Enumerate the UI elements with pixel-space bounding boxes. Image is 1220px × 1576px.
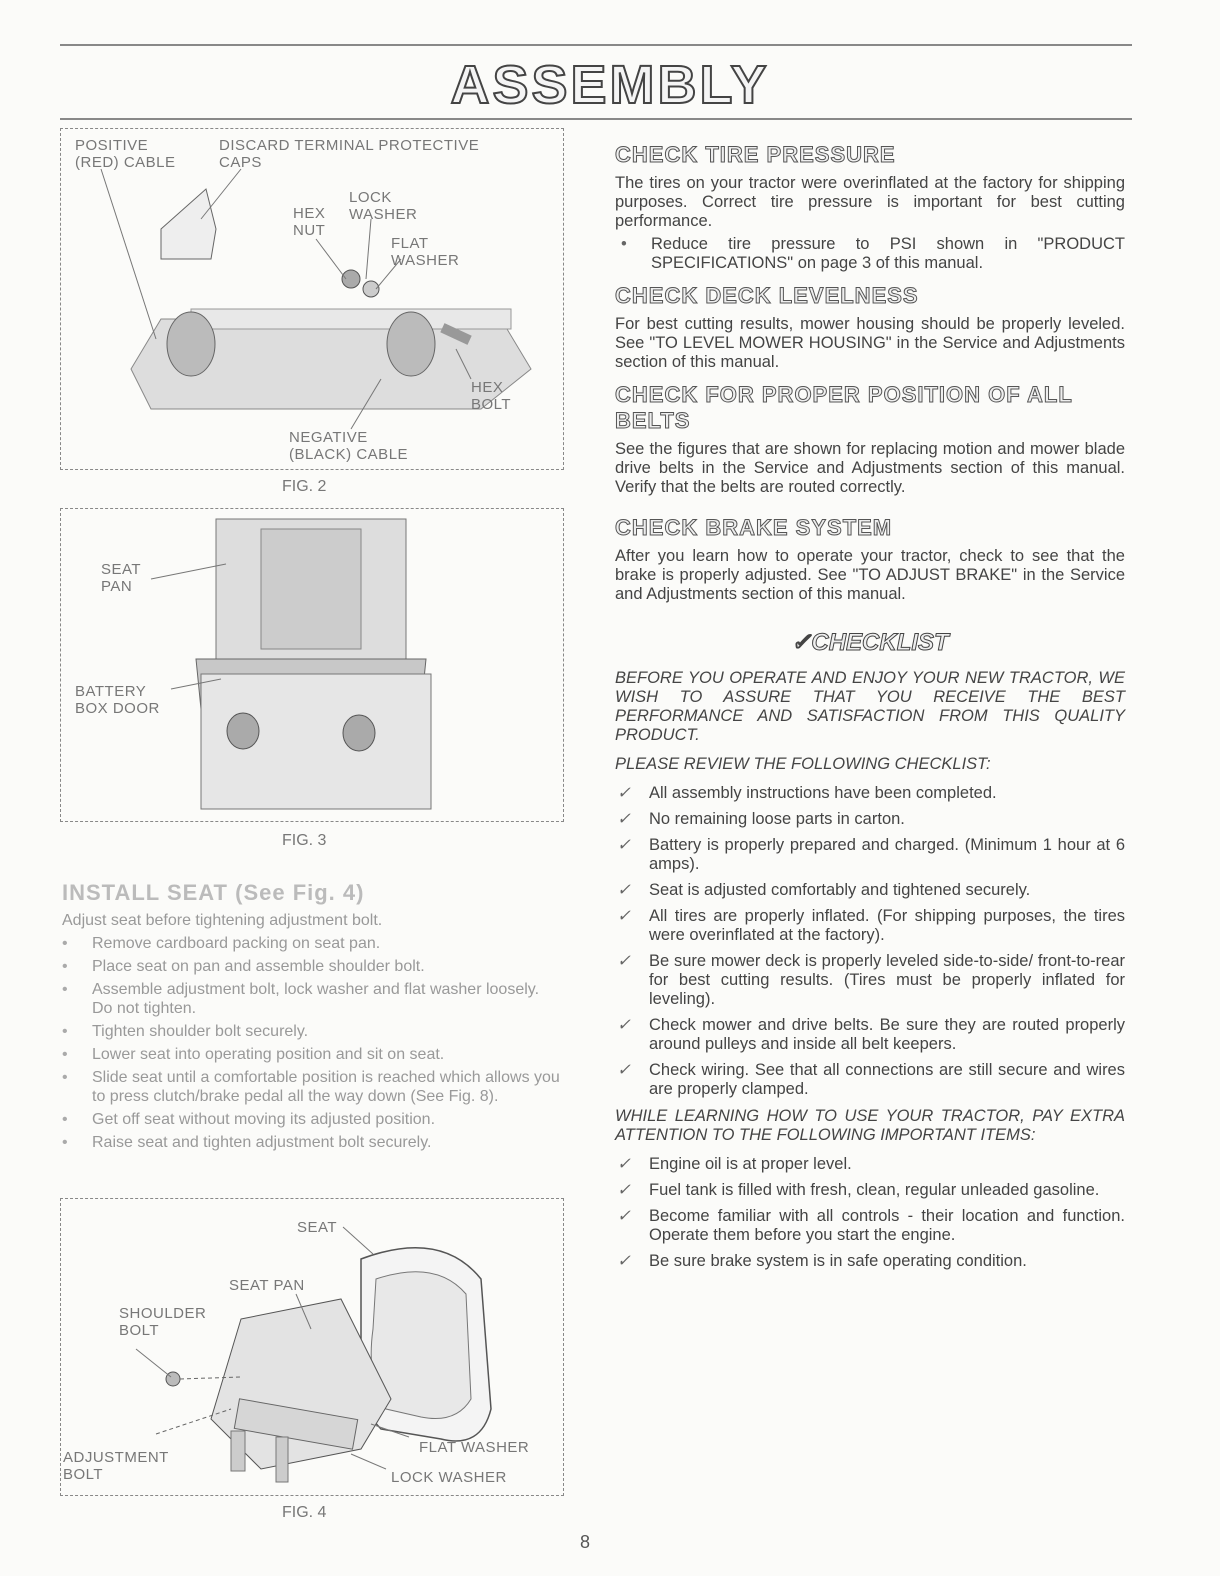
deck-heading: CHECK DECK LEVELNESS bbox=[615, 283, 919, 308]
checklist-item: ✓ All assembly instructions have been completed. bbox=[615, 784, 1125, 803]
fig2-label-hex-nut: HEX NUT bbox=[293, 205, 326, 239]
fig3-drawing bbox=[61, 509, 563, 821]
checklist-item: ✓ Engine oil is at proper level. bbox=[615, 1155, 1125, 1174]
fig2-label-hex-bolt: HEX BOLT bbox=[471, 379, 512, 413]
checklist-items bbox=[615, 784, 1125, 1099]
checklist-item: ✓ Fuel tank is filled with fresh, clean, regular unleaded gasoline. bbox=[615, 1181, 1125, 1200]
fig3-seat-pan-illustration bbox=[60, 508, 564, 822]
fig2-label-flat-washer: FLAT WASHER bbox=[391, 235, 460, 269]
fig2-label-discard: DISCARD TERMINAL PROTECTIVE CAPS bbox=[219, 137, 480, 171]
checklist-item: ✓ Battery is properly prepared and charged. (Minimum 1 hour at 6 amps). bbox=[615, 836, 1125, 874]
install-step: • Place seat on pan and assemble shoulder bolt. bbox=[62, 957, 562, 976]
fig2-battery-illustration bbox=[60, 128, 564, 470]
checklist-item: ✓ Check mower and drive belts. Be sure they are routed properly around pulleys and inside all belt keepers. bbox=[615, 1016, 1125, 1054]
checklist-item: ✓ Be sure brake system is in safe operating condition. bbox=[615, 1252, 1125, 1271]
install-step: • Tighten shoulder bolt securely. bbox=[62, 1022, 562, 1041]
fig2-label-positive: POSITIVE (RED) CABLE bbox=[75, 137, 176, 171]
tire-bullet: • Reduce tire pressure to PSI shown in "PRODUCT SPECIFICATIONS" on page 3 of this manual. bbox=[615, 235, 1125, 273]
fig3-caption: FIG. 3 bbox=[282, 832, 327, 849]
while-learning-text: WHILE LEARNING HOW TO USE YOUR TRACTOR, PAY EXTRA ATTENTION TO THE FOLLOWING IMPORTANT ITEMS: bbox=[615, 1107, 1125, 1144]
fig4-seat-illustration bbox=[60, 1198, 564, 1496]
checklist-item: ✓ Seat is adjusted comfortably and tightened securely. bbox=[615, 881, 1125, 900]
checklist-item: ✓ No remaining loose parts in carton. bbox=[615, 810, 1125, 829]
top-rule bbox=[60, 44, 1132, 46]
checklist-items-2 bbox=[615, 1155, 1125, 1271]
belts-heading: CHECK FOR PROPER POSITION OF ALL BELTS bbox=[615, 382, 1073, 433]
install-seat-section bbox=[62, 880, 562, 1156]
fig4-label-flat-washer: FLAT WASHER bbox=[419, 1439, 530, 1456]
checklist-item: ✓ Be sure mower deck is properly leveled side-to-side/ front-to-rear for best cutting results. (Tires must be properly inflated for leveling). bbox=[615, 952, 1125, 1009]
fig2-caption: FIG. 2 bbox=[282, 478, 327, 495]
install-seat-intro: Adjust seat before tightening adjustment bolt. bbox=[62, 912, 383, 929]
tire-body: The tires on your tractor were overinflated at the factory for shipping purposes. Correct tire pressure is important for best cutting performance. bbox=[615, 174, 1125, 230]
fig3-label-seat-pan: SEAT PAN bbox=[101, 561, 142, 595]
fig2-label-negative: NEGATIVE (BLACK) CABLE bbox=[289, 429, 409, 463]
install-step: • Slide seat until a comfortable position is reached which allows you to press clutch/brake pedal all the way down (See Fig. 8). bbox=[62, 1068, 562, 1106]
fig2-drawing bbox=[61, 129, 563, 469]
install-step: • Raise seat and tighten adjustment bolt securely. bbox=[62, 1133, 562, 1152]
belts-body: See the figures that are shown for replacing motion and mower blade drive belts in the Service and Adjustments section of this manual. Verify that the belts are routed correctly. bbox=[615, 440, 1125, 496]
page-number: 8 bbox=[580, 1532, 591, 1552]
tire-heading: CHECK TIRE PRESSURE bbox=[615, 142, 896, 167]
deck-body: For best cutting results, mower housing should be properly leveled. See "TO LEVEL MOWER HOUSING" in the Service and Adjustments section of this manual. bbox=[615, 315, 1125, 371]
fig4-label-lock-washer: LOCK WASHER bbox=[391, 1469, 507, 1486]
checklist-item: ✓ Check wiring. See that all connections are still secure and wires are properly clamped. bbox=[615, 1061, 1125, 1099]
fig4-label-adjustment-bolt: ADJUSTMENT BOLT bbox=[63, 1449, 169, 1483]
install-step: • Get off seat without moving its adjusted position. bbox=[62, 1110, 562, 1129]
title-rule bbox=[60, 118, 1132, 120]
install-seat-steps bbox=[62, 934, 562, 1152]
install-seat-heading: INSTALL SEAT (See Fig. 4) bbox=[62, 880, 365, 905]
fig4-label-seat: SEAT bbox=[297, 1219, 338, 1236]
checklist-heading: ✓CHECKLIST bbox=[791, 629, 949, 656]
install-step: • Lower seat into operating position and sit on seat. bbox=[62, 1045, 562, 1064]
brake-body: After you learn how to operate your tractor, check to see that the brake is properly adjusted. See "TO ADJUST BRAKE" in the Service and Adjustments section of this manual. bbox=[615, 547, 1125, 603]
checklist-item: ✓ Become familiar with all controls - their location and function. Operate them before you start the engine. bbox=[615, 1207, 1125, 1245]
page-title: ASSEMBLY bbox=[450, 55, 770, 115]
checklist-intro: BEFORE YOU OPERATE AND ENJOY YOUR NEW TRACTOR, WE WISH TO ASSURE THAT YOU RECEIVE THE BEST PERFORMANCE AND SATISFACTION FROM THIS QUALITY PRODUCT. bbox=[615, 669, 1125, 744]
fig4-label-seat-pan: SEAT PAN bbox=[229, 1277, 305, 1294]
checklist-review: PLEASE REVIEW THE FOLLOWING CHECKLIST: bbox=[615, 755, 991, 773]
install-step: • Assemble adjustment bolt, lock washer and flat washer loosely. Do not tighten. bbox=[62, 980, 562, 1018]
right-column bbox=[615, 142, 1125, 1279]
install-step: • Remove cardboard packing on seat pan. bbox=[62, 934, 562, 953]
checklist-item: ✓ All tires are properly inflated. (For shipping purposes, the tires were overinflated at the factory). bbox=[615, 907, 1125, 945]
fig4-caption: FIG. 4 bbox=[282, 1504, 327, 1521]
fig4-label-shoulder-bolt: SHOULDER BOLT bbox=[119, 1305, 207, 1339]
brake-heading: CHECK BRAKE SYSTEM bbox=[615, 515, 893, 540]
fig2-label-lock-washer: LOCK WASHER bbox=[349, 189, 418, 223]
fig3-label-battery-box-door: BATTERY BOX DOOR bbox=[75, 683, 160, 717]
